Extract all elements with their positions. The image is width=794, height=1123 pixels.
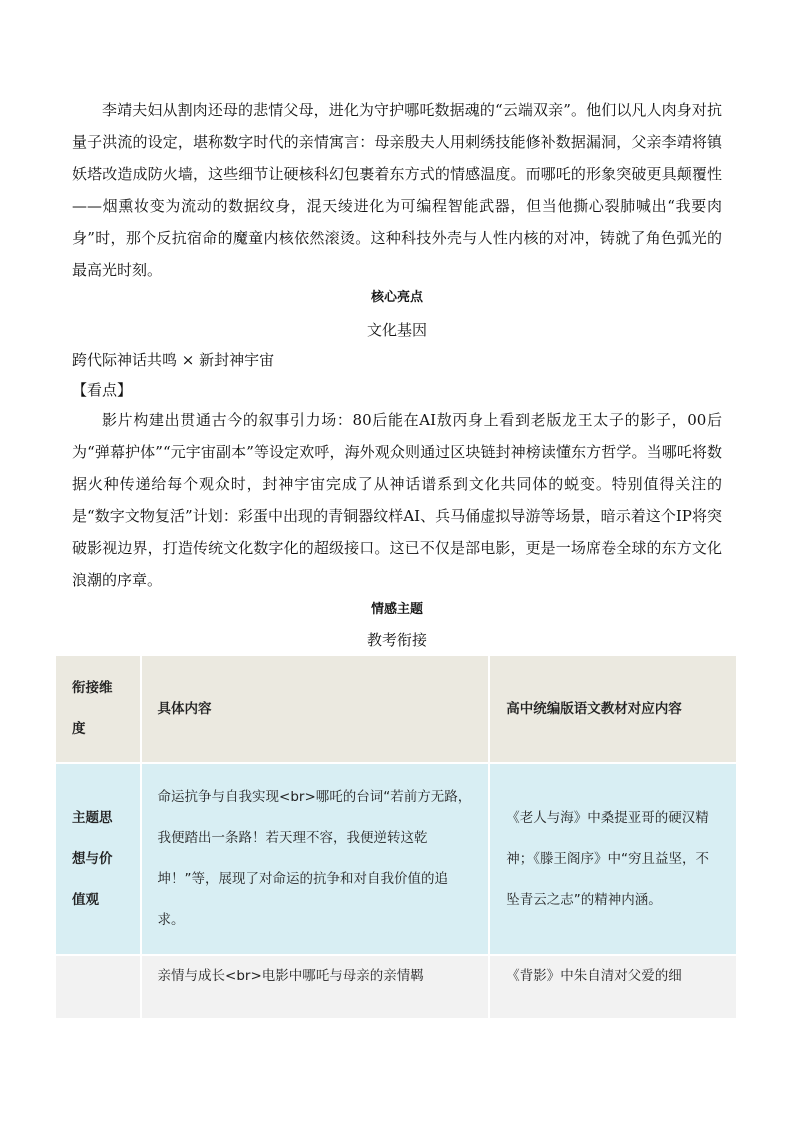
paragraph-text: 影片构建出贯通古今的叙事引力场：80后能在AI敖丙身上看到老版龙王太子的影子，00后为“弹幕护体”“元宇宙副本”等设定欢呼，海外观众则通过区块链封神榜读懂东方哲学。当哪吒将数据火种传递给每个观众时，封神宇宙完成了从神话谱系到文化共同体的蜕变。特别值得关注的是“数字文物复活”计划：彩蛋中出现的青铜器纹样AI、兵马俑虚拟导游等场景，暗示着这个IP将突破影视边界，打造传统文化数字化的超级接口。这已不仅是部电影，更是一场席卷全球的东方文化浪潮的序章。 (72, 411, 722, 589)
cell-textbook: 《背影》中朱自清对父爱的细 (489, 955, 737, 1019)
tagline: 跨代际神话共鸣 × 新封神宇宙 (72, 351, 275, 369)
paragraph-culture (72, 404, 722, 596)
header-content: 具体内容 (141, 656, 490, 763)
table-row (56, 955, 737, 1019)
subheading-culture-gene: 文化基因 (366, 321, 427, 339)
heading-core-highlights: 核心亮点 (370, 290, 423, 305)
cell-content: 命运抗争与自我实现<br>哪吒的台词“若前方无路，我便踏出一条路！若天理不容，我便逆转这乾坤！”等，展现了对命运的抗争和对自我价值的追求。 (141, 763, 490, 955)
cell-dimension (56, 955, 141, 1019)
subheading-teaching-link: 教考衔接 (366, 631, 427, 649)
table-row (56, 763, 737, 955)
cell-content: 亲情与成长<br>电影中哪吒与母亲的亲情羁 (141, 955, 490, 1019)
cell-dimension: 主题思想与价值观 (56, 763, 141, 955)
table-header-row (56, 656, 737, 763)
paragraph-characters (72, 94, 722, 286)
label-kandian: 【看点】 (72, 381, 133, 399)
header-textbook: 高中统编版语文教材对应内容 (489, 656, 737, 763)
paragraph-text: 李靖夫妇从割肉还母的悲情父母，进化为守护哪吒数据魂的“云端双亲”。他们以凡人肉身对抗量子洪流的设定，堪称数字时代的亲情寓言：母亲殷夫人用刺绣技能修补数据漏洞，父亲李靖将镇妖塔改造成防火墙，这些细节让硬核科幻包裹着东方式的情感温度。而哪吒的形象突破更具颠覆性——烟熏妆变为流动的数据纹身，混天绫进化为可编程智能武器，但当他撕心裂肺喊出“我要肉身”时，那个反抗宿命的魔童内核依然滚烫。这种科技外壳与人性内核的对冲，铸就了角色弧光的最高光时刻。 (72, 101, 722, 279)
comparison-table (56, 656, 738, 1020)
header-dimension: 衔接维度 (56, 656, 141, 763)
cell-textbook: 《老人与海》中桑提亚哥的硬汉精神；《滕王阁序》中“穷且益坚，不坠青云之志”的精神内涵。 (489, 763, 737, 955)
heading-emotion-theme: 情感主题 (370, 602, 423, 617)
